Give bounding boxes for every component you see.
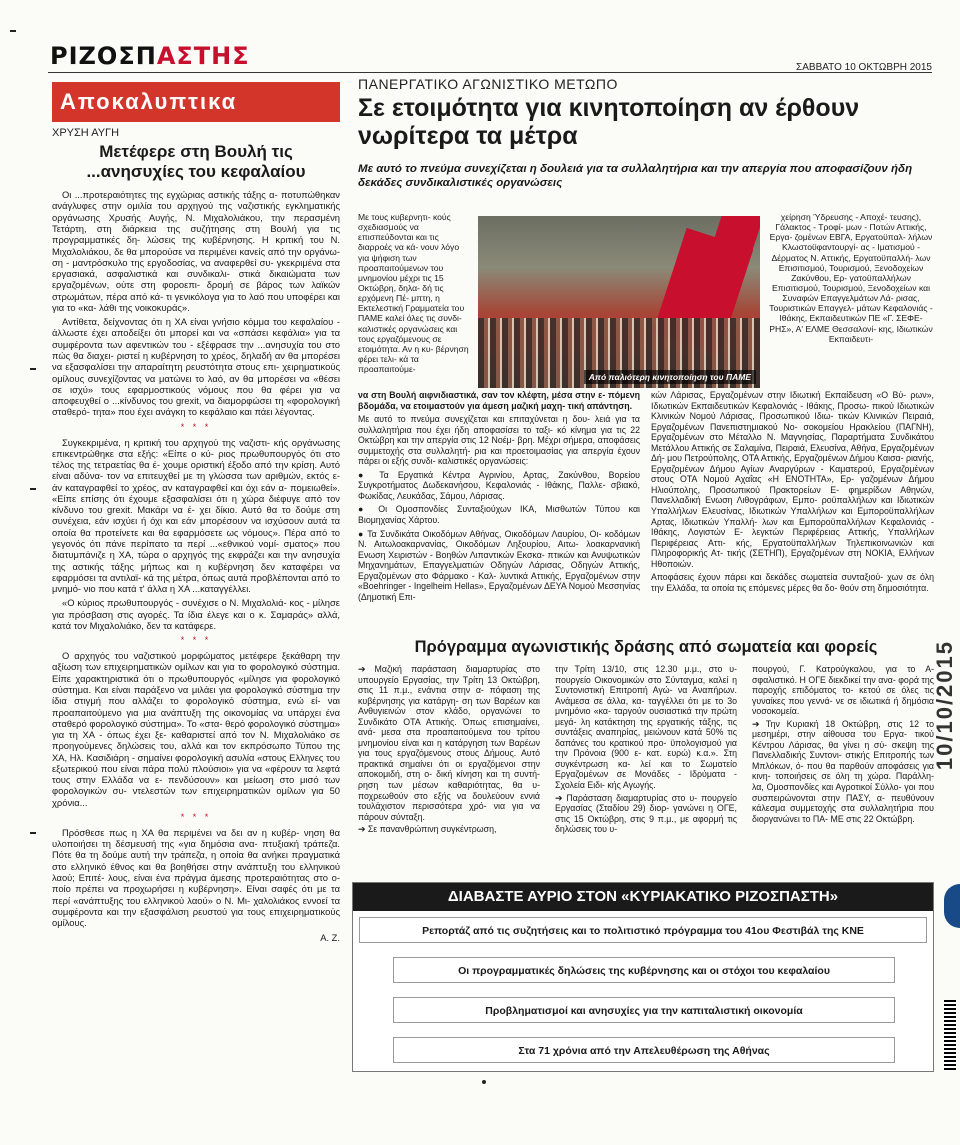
side-date-stamp: 10/10/2015 xyxy=(932,640,957,771)
article-column-1 xyxy=(358,390,640,605)
promo-header: ΔΙΑΒΑΣΤΕ ΑΥΡΙΟ ΣΤΟΝ «ΚΥΡΙΑΚΑΤΙΚΟ ΡΙΖΟΣΠΑΣΤΗ» xyxy=(353,883,933,911)
page-date: ΣΑΒΒΑΤΟ 10 ΟΚΤΩΒΡΗ 2015 xyxy=(796,62,932,73)
article-bullet: ● Οι Ομοσπονδίες Συνταξιούχων ΙΚΑ, Μισθωτών Τύπου και Βιομηχανίας Χάρτου. xyxy=(358,504,640,526)
barcode-strip xyxy=(944,1000,956,1070)
article-paragraph: Με αυτό το πνεύμα συνεχίζεται και επιταχύνεται η δου- λειά για τα συλλαλητήρια που έχει ήδη αποφασίσει το ταξι- κό κίνημα για τις 22 Οκτώβρη και την απεργία στις 12 Νοέμ- βρη. Μέχρι σήμερα, αποφάσεις συμμετοχής στα συλλαλητή- ρια και προετοιμασίας για απεργία έχουν πάρει οι εξής συνδι- καλιστικές οργανώσεις: xyxy=(358,414,640,467)
article-column-lead: Με τους κυβερνητι- κούς σχεδιασμούς να επισπεύδονται και τις διαρροές να κά- νουν λόγο για ψήφιση των προαπαιτούμενων του μνημονίου μέχρι τις 15 Οκτώβρη, δηλα- δή τις ερχόμενη Πέ- μπτη, η Εκτελεστική Γραμματεία του ΠΑΜΕ καλεί όλες τις συνδι- καλιστικές οργανώσεις και τους εργαζόμενους σε ετοιμότητα. Αν η κυ- βέρνηση φέρει τελι- κά τα προαπαιτούμε- xyxy=(358,212,469,375)
article-bullet: ● Τα Συνδικάτα Οικοδόμων Αθήνας, Οικοδόμων Λαυρίου, Οι- κοδόμων Ν. Αιτωλοακαρνανίας, Οικοδόμων Ληξουρίου, Αιτω- λοακαρνανική Ενωση Χειριστών - Βοηθών Λιπαντικών Εκσκα- πτικών και Ανυψωτικών Μηχανημάτων, Επαγγελματιών Οδηγών Λάρισας, Οδηγών Αττικής, Εργαζομένων στο Φάρμακο - Καλ- λυντικά Αττικής, Εργαζομένων στην «Boehringer - Ingelheim Hellas», Εργαζομένων ΔΕΥΑ Νομού Μεσσηνίας (Δημοτική Επι- xyxy=(358,528,640,602)
margin-mark xyxy=(10,30,16,32)
program-item: ➔ Την Κυριακή 18 Οκτώβρη, στις 12 το μεσημέρι, στην αίθουσα του Εργα- τικού Κέντρου Λάρισας, θα γίνει η σύ- σκεψη της Πανελλαδικής Συντονι- στικής Επιτροπής των Μπλόκων, ό- που θα παρθούν αποφάσεις για κινη- τοποιήσεις σε όλη τη χώρα. Παράλλη- λα, Ομοσπονδίες και Αγροτικοί Σύλλο- γοι που συσπειρώνονται στην ΠΑΣΥ, α- πευθύνουν κάλεσμα συμμετοχής στα συλλαλητήρια που διοργανώνει το ΠΑ- ΜΕ στις 22 Οκτώβρη. xyxy=(752,718,934,824)
main-article-kicker: ΠΑΝΕΡΓΑΤΙΚΟ ΑΓΩΝΙΣΤΙΚΟ ΜΕΤΩΠΟ xyxy=(358,76,618,92)
program-column-1 xyxy=(358,664,540,837)
article-paragraph: κών Λάρισας, Εργαζομένων στην Ιδιωτική Εκπαίδευση «Ο Βύ- ρων», Ιδιωτικών Εκπαιδευτικών Κεφαλονιάς - Ιθάκης, Προσω- πικού Ιδιωτικών Κλινικών Νομού Λάρισας, Προσωπικού Ιδιω- τικών Κλινικών Πειραιά, Εργαζομένων Πανεπιστημιακού Νο- σοκομείου Ηρακλείου (ΠΑΓΝΗ), Εργαζομένων στο Μέταλλο Ν. Μαγνησίας, Παραρτήματα Συνδικάτου Μετάλλου Αττικής σε Σαλαμίνα, Πειραιά, Ελευσίνα, Αθήνα, Εργαζομένων Δή- μου Πετρούπολης, ΟΤΑ Αττικής, Εργαζομένων Δήμου Καισα- ριανής, Εργαζομένων Δήμου Αγίων Αναργύρων - Καματερού, Εργαζομένων στους ΟΤΑ Νομού Αχαΐας «Η ΕΝΟΤΗΤΑ», Ερ- γαζομένων Δήμου Ηλιούπολης, Προσωπικού Πρακτορείων Ε- φημερίδων Αθηνών, Πανελλαδική Ενωση Λιθογράφων, Εμπο- ροϋπαλλήλων και Ιδιωτικών Υπαλλήλων Ελευσίνας, Ιδιωτικών Υπαλλήλων και Εμποροϋπαλλήλων Αρτας, Ιδιωτικών Υπαλλή- λων και Εμποροϋπαλλήλων Κεφαλονιάς - Ιθάκης, Λογιστών Ε- λεγκτών Περιφέρειας Αττικής, Υπαλλήλων Περιφέρειας Αττι- κής, Εργατοϋπαλλήλων Τηλεπικοινωνιών και Πληροφορικής Ατ- τικής (ΣΕΤΗΠ), Εργαζομένων στη NOKIA, Ελλήνων Ηθοποιών. xyxy=(651,390,934,569)
article-column-2 xyxy=(651,390,934,596)
masthead-part2: ΑΣΤΗΣ xyxy=(156,42,250,70)
promo-item[interactable]: Στα 71 χρόνια από την Απελευθέρωση της Αθήνας xyxy=(393,1037,895,1063)
program-item: ➔ Σε πανανθρώπινη συγκέντρωση, xyxy=(358,824,497,835)
program-item: ➔ Παράσταση διαμαρτυρίας στο υ- πουργείο Εργασίας (Σταδίου 29) διορ- γανώνει η ΟΓΕ, στις 15 Οκτώβρη, στις 9 π.μ., με αφορμή τις δηλώσεις του υ- xyxy=(555,792,737,835)
rally-photo xyxy=(478,216,760,388)
program-column-3 xyxy=(752,664,934,826)
masthead-logo xyxy=(50,42,250,70)
program-item: την Τρίτη 13/10, στις 12.30 μ.μ., στο υ- πουργείο Οικονομικών στο Σύνταγμα, καλεί η Συντονιστική Επιτροπή Αγώ- να Αναπήρων. Ανάμεσα σε άλλα, κα- ταγγέλλει ότι με το 3ο μνημόνιο «κα- ταργούν ουσιαστικά την πρώτη μεγά- λη κατάκτηση της εργατικής τάξης, τις συντάξεις αναπηρίας, μειώνουν κατά 50% τις δαπάνες του κρατικού προ- ϋπολογισμού για την Πρόνοια (900 ε- κατ. ευρώ) κ.α.». Στη συγκέντρωση κα- λεί και το Σωματείο Εργαζομένων σε Μονάδες - Ιδρύματα - Σχολεία Ειδι- κής Αγωγής. xyxy=(555,664,737,791)
left-article-label: ΧΡΥΣΗ ΑΥΓΗ xyxy=(52,127,120,139)
left-paragraph: «Ο κύριος πρωθυπουργός - συνέχισε ο Ν. Μιχαλολιά- κος - μίλησε για πρόσβαση στις αγορές. Τα ίδια έλεγε και ο κ. Σαμαράς» αλλά, κατά τον Μιχαλολιάκο, δεν τα κατάφερε. xyxy=(52,597,340,632)
program-title: Πρόγραμμα αγωνιστικής δράσης από σωματεία και φορείς xyxy=(414,638,878,656)
top-rule xyxy=(48,72,932,73)
main-article-title: Σε ετοιμότητα για κινητοποίηση αν έρθουν νωρίτερα τα μέτρα xyxy=(358,94,860,150)
main-article-subtitle: Με αυτό το πνεύμα συνεχίζεται η δουλειά για τα συλλαλητήρια και την απεργία που αποφασίζουν ήδη δεκάδες συνδικαλιστικές οργανώσεις xyxy=(358,163,913,190)
margin-mark xyxy=(30,488,36,490)
section-banner: Αποκαλυπτικα xyxy=(52,82,340,122)
section-separator: * * * xyxy=(180,635,212,646)
article-bullet: ● Τα Εργατικά Κέντρα Αγρινίου, Αρτας, Ζακύνθου, Βορείου Συγκροτήματος Δωδεκανήσου, Κεφαλονιάς - Ιθάκης, Παλλε- σβιακό, Φωκίδας, Λευκάδας, Σάμου, Λάρισας. xyxy=(358,469,640,501)
promo-item[interactable]: Ρεπορτάζ από τις συζητήσεις και το πολιτιστικό πρόγραμμα του 41ου Φεστιβάλ της ΚΝΕ xyxy=(359,917,927,943)
article-paragraph: Αποφάσεις έχουν πάρει και δεκάδες σωματεία συνταξιού- χων σε όλη την Ελλάδα, τα οποία τις επόμενες μέρες θα δο- θούν στη δημοσιότητα. xyxy=(651,572,934,593)
main-article-header xyxy=(358,76,934,191)
masthead-part1: ΡΙΖΟΣΠ xyxy=(50,42,157,70)
program-item: ➔ Μαζική παράσταση διαμαρτυρίας στο υπουργείο Εργασίας, την Τρίτη 13 Οκτώβρη, στις 11 π.μ., ενάντια στην α- πόφαση της κυβέρνησης για κατάργη- ση των Βαρέων και Ανθυγιεινών στον κλάδο, οργανώνει το Συνδικάτο ΟΤΑ Αττικής. Όπως επισημαίνει, ανά- μεσα στα προαπαιτούμενα του τρίτου μνημονίου είναι και η κατάργηση των Βαρέων για τους εργαζόμενους στους Δήμους. Αυτό πρακτικά σημαίνει ότι οι εργαζόμενοι στην αποκομιδή, στη ο- δική κίνηση και τη συντή- ρηση των μέσων καθαριότητας, θα υ- ποχρεωθούν στο εξής να δουλεύουν εννιά τουλάχιστον περισσότερα χρό- νια για να πάρουν σύνταξη. xyxy=(358,664,540,822)
page-tab-marker xyxy=(944,884,960,928)
left-paragraph: Πρόσθεσε πως η ΧΑ θα περιμένει να δει αν η κυβέρ- νηση θα υλοποιήσει τη δέσμευσή της «για δημόσια ανα- πτυξιακή τράπεζα. Πότε θα τη δούμε αυτή την τράπεζα, η οποία θα ανήκει πραγματικά στο ελληνικό έθνος και θα βοηθήσει στην ανάπτυξη του ελληνικού λαού; Επιτέ- λους, είναι ένα πράγμα άμεσης προτεραιότητας στο ο- ποίο πρέπει να προχωρήσει η κυβέρνηση». Είναι σαφές ότι με τα περί «ανάπτυξης του ελληνικού λαού» ο Ν. Μι- χαλολιάκος εννοεί τα συμφέροντα και την εξασφάλιση ρευστού για τους επιχειρηματικούς ομίλους. xyxy=(52,826,340,929)
footer-dot xyxy=(482,1080,486,1084)
article-column-right: χείρηση Ύδρευσης - Αποχέ- τευσης), Γάλακτος - Τροφί- μων - Ποτών Αττικής, Εργα- ζομένων ΕΒΓΑ, Εργατοϋπαλ- λήλων Κλωστοϋφαντουργί- ας - Ιματισμού - Δέρματος Ν. Αττικής, Εργατοϋπαλλή- λων Επισιτισμού, Τουρισμού, Ξενοδοχείων Ζακύνθου, Ερ- γατοϋπαλλήλων Επισιτισμού, Τουρισμού, Ξενοδοχείων και Συναφών Επαγγελμάτων Λά- ρισας, Τουριστικών Επαγγελ- μάτων Κεφαλονιάς - Ιθάκης, Εκπαιδευτικών ΠΕ «Γ. ΣΕΦΕ- ΡΗΣ», Α' ΕΛΜΕ Θεσσαλονί- κης, Ιδιωτικών Εκπαιδευτι- xyxy=(769,212,933,344)
left-paragraph: Ο αρχηγός του ναζιστικού μορφώματος μετέφερε ξεκάθαρη την αξίωση των επιχειρηματικών ομίλων και για το φορολογικό σύστημα. Είπε χαρακτηριστικά ότι ο πρωθυπουργός «μίλησε για φορολογικό σύστημα. Και είναι παράξενο να μιλάει για φορολογικό σύστημα την ίδια στιγμή που αλλάζει το φορολογικό σύστημα, ενώ εί- ναι προαπαιτούμενο για μια ανάπτυξη της οικονομίας να υπάρχει ένα σταθερό φορολογικό σύστημα». Το «στα- θερό φορολογικό σύστημα» για τη ΧΑ - όπως έχει ξε- καθαριστεί από τον Ν. Μιχαλολιάκο σε προηγούμενες δηλώσεις του, αλλά και τον εκπρόσωπο Τύπου της ΧΑ, Ηλ. Κασιδιάρη - σημαίνει φορολογική ασυλία «στους Ελληνες του εξωτερικού που είναι πάρα πολύ πλούσιοι» για να «φέρουν τα λεφτά τους στην Ελλάδα να ε- πενδύσουν» και μείωση στο μισό των φορολογικών συ- ντελεστών των επιχειρηματικών ομίλων για 50 χρόνια... xyxy=(52,650,340,808)
promo-item[interactable]: Οι προγραμματικές δηλώσεις της κυβέρνησης και οι στόχοι του κεφαλαίου xyxy=(393,957,895,983)
author-signature: Α. Ζ. xyxy=(320,932,340,944)
article-paragraph: να στη Βουλή αιφνιδιαστικά, σαν τον κλέφτη, μέσα στην ε- πόμενη βδομάδα, να ετοιμαστούν για άμεση μαζική μαχη- τική απάντηση. xyxy=(358,390,640,411)
margin-mark xyxy=(30,368,36,370)
photo-caption: Από παλιότερη κινητοποίηση του ΠΑΜΕ xyxy=(584,370,756,384)
left-article-title: Μετέφερε στη Βουλή τις ...ανησυχίες του κεφαλαίου xyxy=(86,142,306,181)
left-paragraph: Συγκεκριμένα, η κριτική του αρχηγού της ναζιστι- κής οργάνωσης επικεντρώθηκε στα εξής: «Είπε ο κύ- ριος πρωθυπουργός ότι στο τέλος της τετραετίας θα έ- χουμε οριστική έξοδο από την κρίση. Αυτό είναι αδύνα- τον να επιτευχθεί με τη γλώσσα των αριθμών, εκτός ε- άν καταγραφθεί το χρέος, αν καταγραφθεί και όχι εάν α- πομειωθεί». «Είπε επίσης ότι έχουμε εξασφαλίσει ότι η χώρα διέφυγε από τον κίνδυνο του grexit. Μακάρι να έ- χει δίκιο. Αυτό θα το δούμε στη συνέχεια, εάν ισχύει ή όχι και εάν μπορέσουν να ισχύσουν αυτά τα οποία θα προτείνετε και θα εφαρμόσετε ως νόμους». Πέρα από το γεγονός ότι πάνε περίπατο τα περί ...«εθνικού νομί- σματος» που διατυμπάνιζε η ΧΑ, τώρα ο αρχηγός της εκφράζει και την ανησυχία της αστικής τάξης μήπως και η κυβέρνηση δεν καταφέρει να εφαρμόσει τα αντιλαϊ- κά της μέτρα, όπως αυτά προβλέπονται από το μνημό- νιο που κατά τ' άλλα η ΧΑ ...καταγγέλλει. xyxy=(52,436,340,595)
margin-mark xyxy=(30,832,36,834)
sunday-edition-promo xyxy=(352,882,934,1072)
left-article-body xyxy=(52,189,340,944)
program-column-2 xyxy=(555,664,737,837)
section-separator: * * * xyxy=(180,812,212,823)
promo-item[interactable]: Προβληματισμοί και ανησυχίες για την καπιταλιστική οικονομία xyxy=(393,997,895,1023)
left-paragraph: Αντίθετα, δείχνοντας ότι η ΧΑ είναι γνήσιο κόμμα του κεφαλαίου - άλλωστε έχει αποδείξει ότι μπορεί και να «σπάσει κεφάλια» για τα συμφέροντα των αφεντικών του - εξέφρασε την ...ανησυχία του στο πώς θα διαχει- ριστεί η κυβέρνηση το χρέος, δηλαδή αν θα μπορέσει να εξασφαλίσει την απαραίτητη ρευστότητα στους επι- χειρηματικούς ομίλους συνεχίζοντας να ματώνει το λαό, αν θα μπορέσει να «θέσει σε ισχύ» τους εφαρμοστικούς νόμους που θα φέρει για να αποφευχθεί ο ...κίνδυνος του grexit, να διαμορφώσει τη «φορολογική σταθερό- τητα» που έχει ανάγκη το κεφάλαιο και πάει λέγοντας. xyxy=(52,316,340,418)
left-article xyxy=(52,82,340,944)
program-item: πουργού, Γ. Κατρούγκαλου, για το Α- σφαλιστικό. Η ΟΓΕ διεκδικεί την ανα- φορά της παροχής επιδόματος το- κετού σε όλες τις γυναίκες που γεννά- νε σε ιδιωτικά ή δημόσια νοσοκομεία. xyxy=(752,664,934,717)
left-paragraph: Οι ...προτεραιότητες της εγχώριας αστικής τάξης α- ποτυπώθηκαν ανάγλυφες στην ομιλία του αρχηγού της ναζιστικής εγκληματικής οργάνωσης Χρυσής Αυγής, Ν. Μιχαλολιάκου, την περασμένη Τετάρτη, στη διάρκεια της συζήτησης στη Βουλή για τις προγραμματικές δη- λώσεις της κυβέρνησης. Η κριτική του Ν. Μιχαλολιάκου, δε θα μπορούσε να περιμένει κανείς από την οργάνω- ση - μαντρόσκυλο της εργοδοσίας, να αναφερθεί συ- γκεκριμένα στα εργασιακά, ασφαλιστικά και συνδικαλι- στικά δικαιώματα των εργαζομένων, ούτε στη φοροεπι- δρομή σε βάρος των λαϊκών στρωμάτων, πέρα από κά- τι γενικόλογα για το λαό που υποφέρει και για το «κα- λάθι της νοικοκυράς». xyxy=(52,189,340,313)
section-separator: * * * xyxy=(180,421,212,432)
